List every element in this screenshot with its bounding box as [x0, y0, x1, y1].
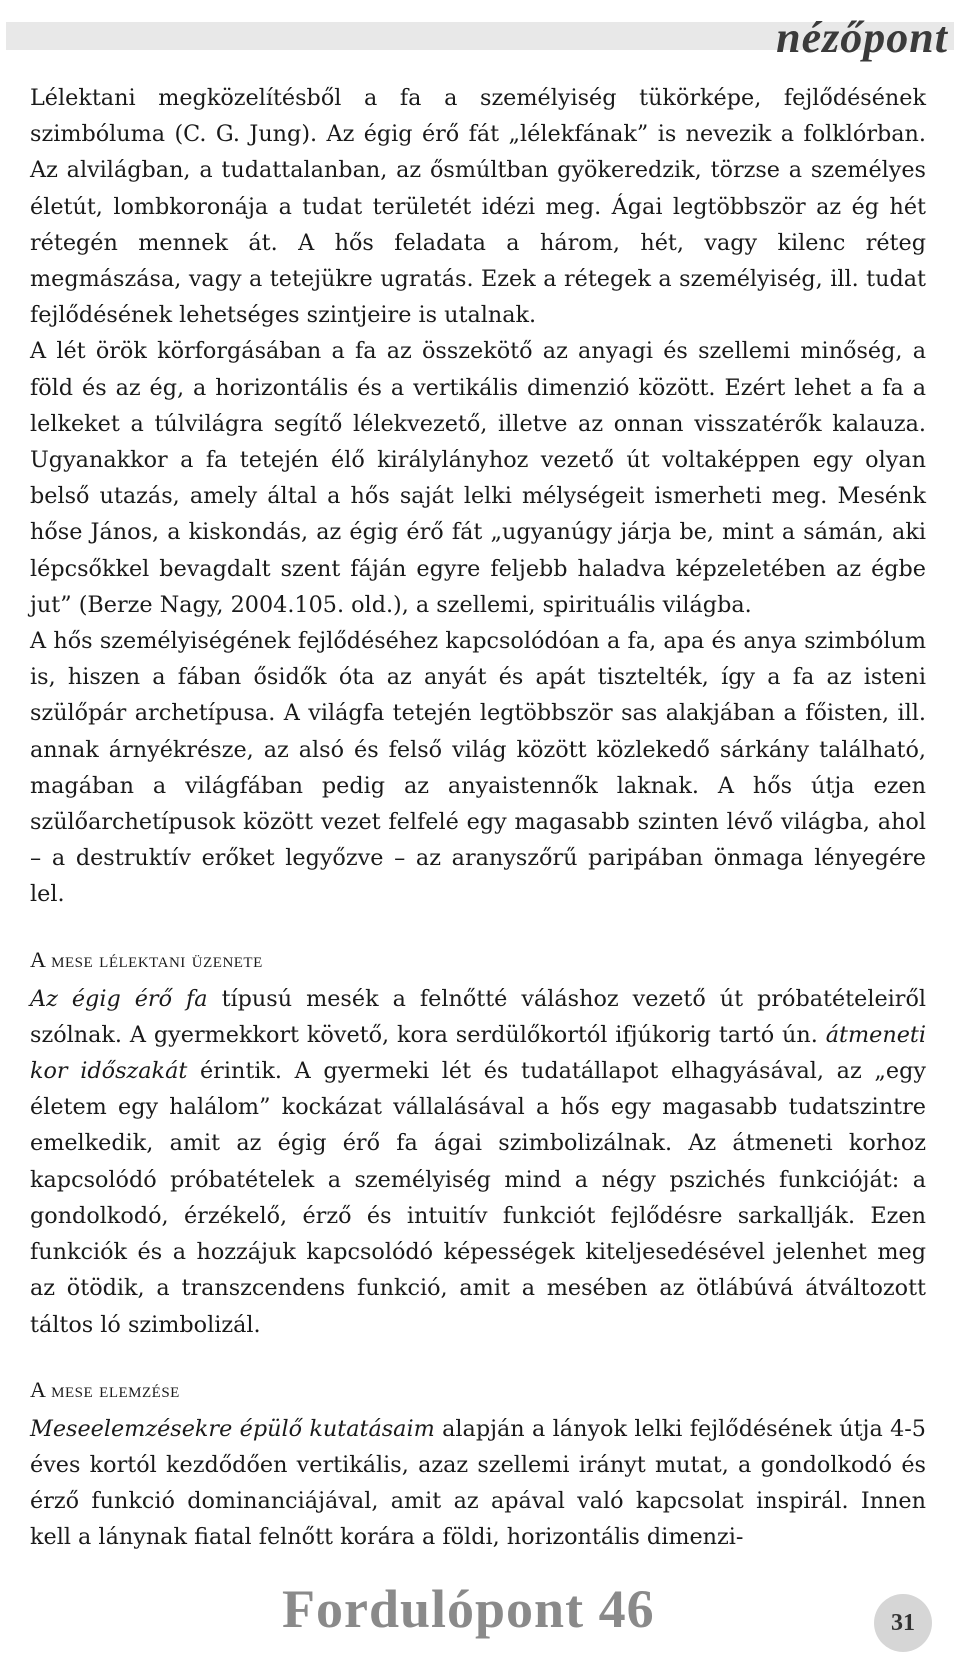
- header-bar: [6, 13, 954, 62]
- page-number: 31: [891, 1609, 915, 1636]
- paragraph-4-text-1: típusú mesék a felnőtté váláshoz vezető út próbatételeiről szólnak. A gyermekkort követő, kora serdülőkortól ifjúkorig tartó ún.: [30, 985, 926, 1048]
- emphasis-atmeneti-kor: átmeneti kor időszakát: [30, 1021, 926, 1085]
- paragraph-4-text-2: érintik. A gyermeki lét és tudatállapot elhagyásával, az „egy életem egy halálom” kockázat vállalásával a hős egy magasabb tudatszintre emelkedik, amit az égig érő fa ágai szimbolizálnak. Az átmeneti korhoz kapcsolódó próbatételek a személyiség mind a négy pszichés funkcióját: a gondolkodó, érzékelő, érző és intuitív funkciót fejlődésre sarkallják. Ezen funkciók és a hozzájuk kapcsolódó képességek kiteljesedésével jelenhet meg az ötödik, a transzcendens funkció, amit a mesében az ötlábúvá átváltozott táltos ló szimbolizál.: [30, 1058, 926, 1338]
- section-label: nézőpont: [776, 13, 948, 62]
- paragraph-4: [30, 981, 926, 1343]
- section-heading-elemzes: A mese elemzése: [30, 1376, 180, 1402]
- article-body: [30, 80, 926, 1556]
- page-number-badge: [874, 1594, 932, 1652]
- section-heading-lelektani-uzenet: A mese lélektani üzenete: [30, 946, 263, 972]
- paragraph-5: [30, 1411, 926, 1556]
- journal-title: Fordulópont 46: [282, 1579, 655, 1639]
- paragraph-3: A hős személyiségének fejlődéséhez kapcsolódóan a fa, apa és anya szimbólum is, hiszen a fában ősidők óta az anyát és apát tisztelték, így a fa az isteni szülőpár archetípusa. A világfa tetején legtöbbször sas alakjában a főisten, ill. annak árnyékrésze, az alsó és felső világ között közlekedő sárkány található, magában a világfában pedig az anyaistennők laknak. A hős útja ezen szülőarchetípusok között vezet felfelé egy magasabb szinten lévő világba, ahol – a destruktív erőket legyőzve – az aranyszőrű paripában önmaga lényegére lel.: [30, 628, 926, 908]
- paragraph-5-text-1: alapján a lányok lelki fejlődésének útja 4-5 éves kortól kezdődően vertikális, azaz szellemi irányt mutat, a gondolkodó és érző funkció dominanciájával, amit az apával való kapcsolat inspirál. Innen kell a lánynak fiatal felnőtt korára a földi, horizontális dimenzi-: [30, 1415, 926, 1551]
- paragraph-1: Lélektani megközelítésből a fa a személyiség tükörképe, fejlődésének szimbóluma (C. G. Jung). Az égig érő fát „lélekfának” is nevezik a folklórban. Az alvilágban, a tudattalanban, az ősmúltban gyökeredzik, törzse a személyes életút, lombkoronája a tudat területét idézi meg. Ágai legtöbbször az ég hét rétegén mennek át. A hős feladata a három, hét, vagy kilenc réteg megmászása, vagy a tetejükre ugratás. Ezek a rétegek a személyiség, ill. tudat fejlődésének lehetséges szintjeire is utalnak.: [30, 85, 926, 329]
- emphasis-kutatasaim: Meseelemzésekre épülő kutatásaim: [30, 1415, 435, 1442]
- emphasis-title: Az égig érő fa: [30, 985, 208, 1012]
- paragraph-2: A lét örök körforgásában a fa az összekötő az anyagi és szellemi minőség, a föld és az ég, a horizontális és a vertikális dimenzió között. Ezért lehet a fa a lelkeket a túlvilágra segítő lélekvezető, illetve az onnan visszatérők kalauza. Ugyanakkor a fa tetején élő királylányhoz vezető út voltaképpen egy olyan belső utazás, amely által a hős saját lelki mélységeit ismerheti meg. Mesénk hőse János, a kiskondás, az égig érő fát „ugyanúgy járja be, mint a sámán, aki lépcsőkkel bevagdalt szent fáján egyre feljebb haladva képzeletében az égbe jut” (Berze Nagy, 2004.105. old.), a szellemi, spirituális világba.: [30, 338, 926, 618]
